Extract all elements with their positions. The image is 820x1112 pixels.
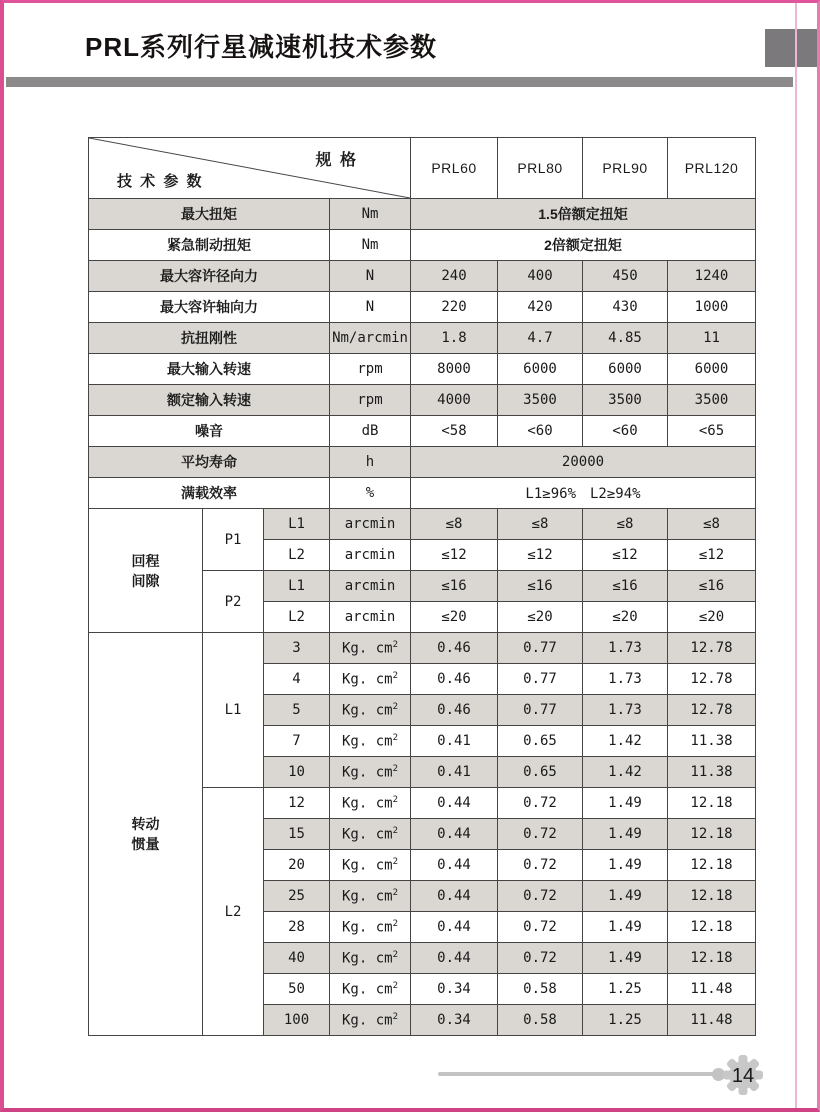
inertia-group-cell: 转动 惯量	[89, 633, 203, 1036]
table-row	[89, 230, 756, 261]
table-row	[89, 447, 756, 478]
value-cell: <58	[411, 416, 498, 447]
value-cell: 6000	[668, 354, 756, 385]
value-cell: 1.49	[583, 943, 668, 974]
value-cell: 0.46	[411, 633, 498, 664]
value-cell: 0.44	[411, 912, 498, 943]
diagonal-header-cell	[89, 138, 411, 199]
param-name-cell: 最大容许径向力	[89, 261, 330, 292]
value-cell: 12.78	[668, 633, 756, 664]
table-row	[89, 292, 756, 323]
value-cell: 1.73	[583, 633, 668, 664]
value-cell: 0.77	[498, 633, 583, 664]
stage-cell: L1	[264, 571, 330, 602]
value-cell: ≤16	[411, 571, 498, 602]
value-cell: ≤20	[583, 602, 668, 633]
value-cell: 1.25	[583, 974, 668, 1005]
ratio-cell: 5	[264, 695, 330, 726]
value-cell: 0.44	[411, 819, 498, 850]
ratio-cell: 28	[264, 912, 330, 943]
value-cell: 0.46	[411, 695, 498, 726]
value-cell: 1.8	[411, 323, 498, 354]
precision-class-cell: P2	[203, 571, 264, 633]
value-cell: 0.34	[411, 1005, 498, 1036]
ratio-cell: 15	[264, 819, 330, 850]
unit-cell: dB	[330, 416, 411, 447]
value-cell: 1.42	[583, 757, 668, 788]
unit-cell: Kg. $cm^2$	[330, 726, 411, 757]
corner-square-decoration	[765, 29, 818, 67]
unit-cell: Kg. $cm^2$	[330, 788, 411, 819]
title-underline-bar	[6, 77, 793, 87]
param-header-label: 技 术 参 数	[117, 173, 204, 190]
value-cell: ≤20	[668, 602, 756, 633]
value-cell: 0.44	[411, 881, 498, 912]
ratio-cell: 3	[264, 633, 330, 664]
value-cell: ≤16	[498, 571, 583, 602]
value-cell: 12.18	[668, 819, 756, 850]
value-cell: 1240	[668, 261, 756, 292]
value-cell: 0.72	[498, 788, 583, 819]
value-cell: 450	[583, 261, 668, 292]
ratio-cell: 40	[264, 943, 330, 974]
table-row	[89, 416, 756, 447]
param-name-cell: 额定输入转速	[89, 385, 330, 416]
table-row	[89, 323, 756, 354]
param-name-cell: 平均寿命	[89, 447, 330, 478]
unit-cell: Kg. $cm^2$	[330, 695, 411, 726]
table-row	[89, 199, 756, 230]
value-cell: 0.41	[411, 726, 498, 757]
ratio-cell: 4	[264, 664, 330, 695]
value-cell: 12.78	[668, 695, 756, 726]
unit-cell: Kg. $cm^2$	[330, 757, 411, 788]
value-cell: 12.78	[668, 664, 756, 695]
param-name-cell: 最大输入转速	[89, 354, 330, 385]
unit-cell: Kg. $cm^2$	[330, 912, 411, 943]
value-cell: 12.18	[668, 943, 756, 974]
param-name-cell: 抗扭刚性	[89, 323, 330, 354]
value-cell: 0.44	[411, 850, 498, 881]
value-cell: 1000	[668, 292, 756, 323]
value-cell: ≤12	[498, 540, 583, 571]
value-cell: 0.72	[498, 881, 583, 912]
value-cell: 1.49	[583, 881, 668, 912]
value-cell: 0.72	[498, 912, 583, 943]
unit-cell: rpm	[330, 385, 411, 416]
value-cell: ≤8	[411, 509, 498, 540]
value-cell: ≤8	[498, 509, 583, 540]
table-row	[89, 385, 756, 416]
param-name-cell: 满载效率	[89, 478, 330, 509]
value-cell: 430	[583, 292, 668, 323]
unit-cell: Kg. $cm^2$	[330, 633, 411, 664]
value-cell: 3500	[668, 385, 756, 416]
value-cell: <65	[668, 416, 756, 447]
model-header-prl80: PRL80	[498, 138, 583, 199]
value-cell: ≤16	[668, 571, 756, 602]
value-cell: 0.72	[498, 819, 583, 850]
ratio-cell: 50	[264, 974, 330, 1005]
table-row	[89, 633, 756, 664]
value-cell: 1.49	[583, 850, 668, 881]
value-cell: 1.49	[583, 912, 668, 943]
unit-cell: Kg. $cm^2$	[330, 819, 411, 850]
spec-table	[88, 137, 756, 1036]
unit-cell: Kg. $cm^2$	[330, 664, 411, 695]
param-name-cell: 最大扭矩	[89, 199, 330, 230]
unit-cell: Kg. $cm^2$	[330, 881, 411, 912]
ratio-cell: 20	[264, 850, 330, 881]
value-cell: ≤12	[668, 540, 756, 571]
ratio-cell: 12	[264, 788, 330, 819]
backlash-group-cell: 回程 间隙	[89, 509, 203, 633]
value-cell: ≤20	[411, 602, 498, 633]
value-cell: 0.65	[498, 726, 583, 757]
value-cell: 0.72	[498, 943, 583, 974]
value-span-cell: L1≥96% L2≥94%	[411, 478, 756, 509]
table-row	[89, 509, 756, 540]
footer-rule-line	[438, 1072, 718, 1076]
gear-icon	[722, 1054, 764, 1096]
value-cell: <60	[583, 416, 668, 447]
value-cell: 11.38	[668, 757, 756, 788]
value-cell: 12.18	[668, 850, 756, 881]
value-cell: 1.73	[583, 695, 668, 726]
unit-cell: Nm	[330, 199, 411, 230]
table-header-row	[89, 138, 756, 199]
value-cell: 4.85	[583, 323, 668, 354]
table-row	[89, 261, 756, 292]
unit-cell: Nm/arcmin	[330, 323, 411, 354]
value-cell: 12.18	[668, 881, 756, 912]
unit-cell: %	[330, 478, 411, 509]
unit-cell: Nm	[330, 230, 411, 261]
pink-inner-line	[795, 0, 797, 1112]
value-cell: 12.18	[668, 788, 756, 819]
ratio-cell: 100	[264, 1005, 330, 1036]
value-span-cell: 2倍额定扭矩	[411, 230, 756, 261]
value-cell: 6000	[583, 354, 668, 385]
value-cell: 0.44	[411, 788, 498, 819]
value-cell: 0.77	[498, 695, 583, 726]
precision-class-cell: P1	[203, 509, 264, 571]
value-cell: 0.34	[411, 974, 498, 1005]
unit-cell: arcmin	[330, 509, 411, 540]
value-cell: 0.72	[498, 850, 583, 881]
ratio-cell: 10	[264, 757, 330, 788]
value-cell: 12.18	[668, 912, 756, 943]
unit-cell: arcmin	[330, 571, 411, 602]
stage-cell: L1	[264, 509, 330, 540]
unit-cell: Kg. $cm^2$	[330, 1005, 411, 1036]
unit-cell: h	[330, 447, 411, 478]
value-cell: 420	[498, 292, 583, 323]
unit-cell: N	[330, 292, 411, 323]
ratio-cell: 7	[264, 726, 330, 757]
value-cell: 11.48	[668, 1005, 756, 1036]
value-cell: 0.77	[498, 664, 583, 695]
model-header-prl120: PRL120	[668, 138, 756, 199]
value-cell: 3500	[583, 385, 668, 416]
value-cell: 4000	[411, 385, 498, 416]
value-cell: ≤8	[668, 509, 756, 540]
value-cell: 8000	[411, 354, 498, 385]
unit-cell: Kg. $cm^2$	[330, 850, 411, 881]
page-number: 14	[731, 1065, 755, 1087]
stage-cell: L1	[203, 633, 264, 788]
unit-cell: Kg. $cm^2$	[330, 974, 411, 1005]
value-cell: 1.25	[583, 1005, 668, 1036]
value-cell: ≤16	[583, 571, 668, 602]
value-cell: 1.73	[583, 664, 668, 695]
value-cell: ≤8	[583, 509, 668, 540]
unit-cell: N	[330, 261, 411, 292]
value-cell: ≤20	[498, 602, 583, 633]
value-cell: 0.46	[411, 664, 498, 695]
value-cell: 0.65	[498, 757, 583, 788]
value-cell: 4.7	[498, 323, 583, 354]
value-cell: 1.49	[583, 819, 668, 850]
value-cell: 400	[498, 261, 583, 292]
page-title: PRL系列行星减速机技术参数	[85, 32, 438, 62]
value-cell: 1.42	[583, 726, 668, 757]
param-name-cell: 最大容许轴向力	[89, 292, 330, 323]
value-cell: 6000	[498, 354, 583, 385]
value-cell: 11.48	[668, 974, 756, 1005]
model-header-prl60: PRL60	[411, 138, 498, 199]
unit-cell: Kg. $cm^2$	[330, 943, 411, 974]
value-cell: 0.44	[411, 943, 498, 974]
value-span-cell: 1.5倍额定扭矩	[411, 199, 756, 230]
ratio-cell: 25	[264, 881, 330, 912]
value-cell: 0.58	[498, 974, 583, 1005]
table-row	[89, 354, 756, 385]
value-cell: ≤12	[411, 540, 498, 571]
value-cell: 0.58	[498, 1005, 583, 1036]
value-cell: 11	[668, 323, 756, 354]
value-cell: 11.38	[668, 726, 756, 757]
unit-cell: rpm	[330, 354, 411, 385]
param-name-cell: 紧急制动扭矩	[89, 230, 330, 261]
unit-cell: arcmin	[330, 540, 411, 571]
model-header-prl90: PRL90	[583, 138, 668, 199]
stage-cell: L2	[264, 602, 330, 633]
stage-cell: L2	[264, 540, 330, 571]
unit-cell: arcmin	[330, 602, 411, 633]
value-cell: 3500	[498, 385, 583, 416]
page-number-gear-badge	[722, 1054, 764, 1101]
value-cell: 1.49	[583, 788, 668, 819]
value-span-cell: 20000	[411, 447, 756, 478]
value-cell: 220	[411, 292, 498, 323]
value-cell: ≤12	[583, 540, 668, 571]
spec-header-label: 规 格	[315, 152, 358, 169]
stage-cell: L2	[203, 788, 264, 1036]
value-cell: <60	[498, 416, 583, 447]
param-name-cell: 噪音	[89, 416, 330, 447]
value-cell: 0.41	[411, 757, 498, 788]
value-cell: 240	[411, 261, 498, 292]
table-row	[89, 478, 756, 509]
